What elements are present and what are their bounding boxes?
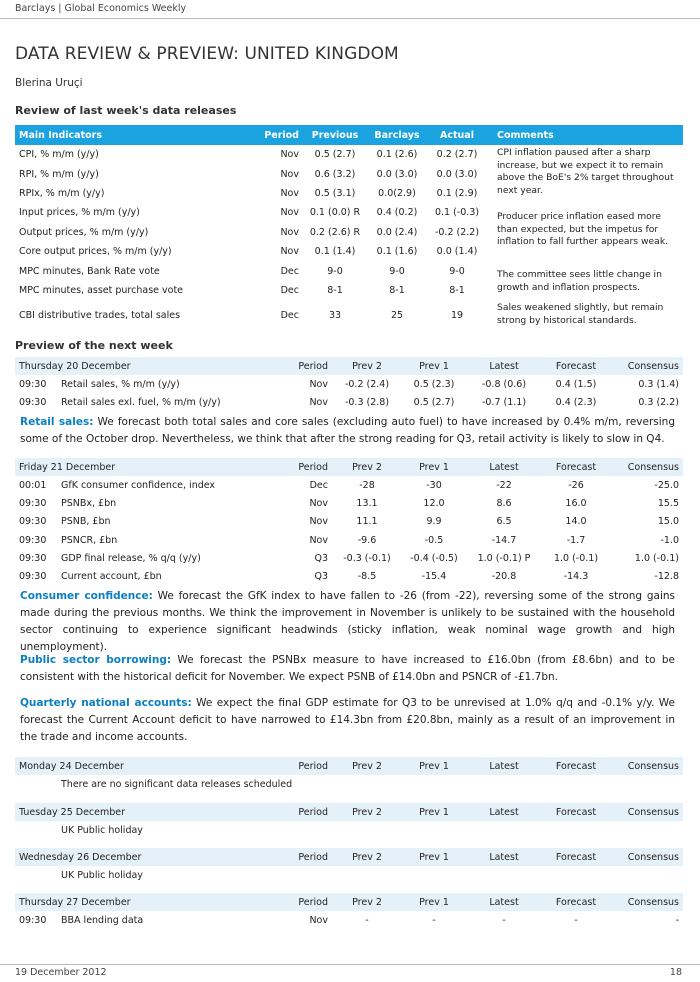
col-forecast: Forecast [542, 757, 610, 775]
period: Nov [309, 396, 328, 408]
indicator-name: CBI distributive trades, total sales [19, 309, 181, 321]
wednesday-26-table [15, 848, 683, 884]
forecast-value: -1.7 [566, 534, 586, 546]
release-time: 09:30 [19, 396, 47, 408]
previous-value: 0.1 (1.4) [314, 246, 356, 258]
previous-value: 0.5 (2.7) [314, 149, 356, 161]
barclays-value: 9-0 [389, 265, 405, 277]
header-comments: Comments [487, 125, 683, 145]
actual-value: 19 [450, 309, 464, 321]
col-forecast: Forecast [542, 357, 610, 375]
col-consensus: Consensus [610, 357, 683, 375]
forecast-value: -14.3 [563, 571, 589, 583]
national-accounts-lead: Quarterly national accounts: [20, 697, 192, 709]
col-prev1: Prev 1 [402, 757, 466, 775]
prev1-value: -0.4 (-0.5) [410, 552, 458, 564]
latest-value: - [502, 914, 506, 926]
col-consensus: Consensus [610, 757, 683, 775]
col-period: Period [287, 848, 332, 866]
prev1-value: -15.4 [421, 571, 447, 583]
barclays-value: 0.0 (2.4) [376, 226, 418, 238]
release-name: GfK consumer confidence, index [61, 479, 216, 491]
release-time: 09:30 [19, 534, 47, 546]
col-forecast: Forecast [542, 458, 610, 476]
comment-cell: Sales weakened slightly, but remain strong by historical standards. [497, 302, 664, 326]
forecast-value: 14.0 [565, 516, 587, 528]
day-title: Monday 24 December [15, 757, 287, 775]
release-row [15, 494, 683, 512]
header-period: Period [253, 125, 303, 145]
release-name: Retail sales exl. fuel, % m/m (y/y) [61, 396, 221, 408]
barclays-value: 0.1 (2.6) [376, 149, 418, 161]
release-row [15, 567, 683, 585]
prev1-value: 0.5 (2.3) [413, 378, 455, 390]
consumer-confidence-lead: Consumer confidence: [20, 590, 153, 602]
national-accounts-paragraph [20, 695, 675, 746]
forecast-value: -26 [568, 479, 584, 491]
public-borrowing-text: We forecast the PSNBx measure to have increased to £16.0bn (from £8.6bn) and to be consistent with the historical deficit for November. We expect PSNB of £14.0bn and PSNCR of -£1.7bn. [20, 654, 675, 683]
day-header-row [15, 803, 683, 821]
previous-value: 33 [328, 309, 342, 321]
prev2-value: - [365, 914, 369, 926]
period: Nov [280, 207, 299, 219]
page-number: 18 [669, 967, 682, 978]
latest-value: 8.6 [496, 497, 512, 509]
day-note: There are no significant data releases scheduled [61, 778, 293, 790]
period: Dec [280, 284, 299, 296]
latest-value: -22 [496, 479, 512, 491]
previous-value: 0.1 (0.0) R [309, 207, 361, 219]
barclays-value: 0.0 (3.0) [376, 168, 418, 180]
header-barclays: Barclays [367, 125, 427, 145]
prev2-value: -9.6 [357, 534, 377, 546]
review-row [15, 261, 683, 280]
footer-date: 19 December 2012 [15, 967, 107, 978]
col-prev2: Prev 2 [332, 357, 402, 375]
period: Nov [280, 187, 299, 199]
consensus-value: 15.5 [657, 497, 679, 509]
monday-24-table [15, 757, 683, 793]
period: Dec [280, 309, 299, 321]
barclays-value: 0.0(2.9) [378, 187, 416, 199]
col-prev2: Prev 2 [332, 458, 402, 476]
latest-value: -0.7 (1.1) [481, 396, 527, 408]
release-time: 09:30 [19, 914, 47, 926]
barclays-value: 0.1 (1.6) [376, 246, 418, 258]
latest-value: -0.8 (0.6) [481, 378, 527, 390]
public-borrowing-lead: Public sector borrowing: [20, 654, 172, 666]
indicator-name: RPI, % m/m (y/y) [19, 168, 99, 180]
retail-sales-paragraph [20, 414, 675, 448]
release-time: 09:30 [19, 378, 47, 390]
col-latest: Latest [466, 893, 542, 911]
period: Nov [280, 246, 299, 258]
col-period: Period [287, 757, 332, 775]
col-prev2: Prev 2 [332, 848, 402, 866]
header-previous: Previous [303, 125, 367, 145]
note-row [15, 866, 683, 884]
prev2-value: -8.5 [357, 571, 377, 583]
col-period: Period [287, 458, 332, 476]
prev1-value: 9.9 [426, 516, 442, 528]
preview-section-title: Preview of the next week [15, 339, 173, 352]
consensus-value: -12.8 [654, 571, 679, 583]
forecast-value: 0.4 (2.3) [555, 396, 597, 408]
note-spacer [15, 866, 57, 884]
day-header-row [15, 357, 683, 375]
consensus-value: 15.0 [657, 516, 679, 528]
col-forecast: Forecast [542, 803, 610, 821]
day-title: Thursday 27 December [15, 893, 287, 911]
actual-value: 0.2 (2.7) [436, 149, 478, 161]
release-row [15, 531, 683, 549]
consensus-value: 0.3 (2.2) [638, 396, 679, 408]
period: Nov [309, 516, 328, 528]
comment-cell: CPI inflation paused after a sharp increase, but we expect it to remain above the BoE's 2% target throughout next year. [497, 147, 674, 196]
col-consensus: Consensus [610, 848, 683, 866]
prev2-value: -28 [359, 479, 375, 491]
col-latest: Latest [466, 757, 542, 775]
col-prev1: Prev 1 [402, 848, 466, 866]
release-time: 09:30 [19, 516, 47, 528]
period: Nov [280, 226, 299, 238]
release-name: PSNCR, £bn [61, 534, 118, 546]
thursday-20-table [15, 357, 683, 412]
prev1-value: -0.5 [424, 534, 444, 546]
actual-value: 0.1 (2.9) [436, 187, 478, 199]
latest-value: 1.0 (-0.1) P [477, 552, 531, 564]
period: Q3 [314, 571, 328, 583]
actual-value: 8-1 [449, 284, 465, 296]
header-actual: Actual [427, 125, 487, 145]
actual-value: 0.0 (1.4) [436, 246, 478, 258]
consensus-value: 0.3 (1.4) [638, 378, 679, 390]
period: Nov [280, 149, 299, 161]
release-time: 09:30 [19, 497, 47, 509]
col-prev1: Prev 1 [402, 803, 466, 821]
col-latest: Latest [466, 458, 542, 476]
note-spacer [15, 821, 57, 839]
release-name: Retail sales, % m/m (y/y) [61, 378, 180, 390]
indicator-name: MPC minutes, asset purchase vote [19, 284, 184, 296]
comment-cell: The committee sees little change in growth and inflation prospects. [497, 269, 662, 293]
day-header-row [15, 893, 683, 911]
col-consensus: Consensus [610, 803, 683, 821]
consensus-value: -25.0 [654, 479, 679, 491]
col-forecast: Forecast [542, 893, 610, 911]
prev1-value: 0.5 (2.7) [413, 396, 455, 408]
indicator-name: CPI, % m/m (y/y) [19, 149, 99, 161]
period: Q3 [314, 552, 328, 564]
actual-value: 0.1 (-0.3) [434, 207, 480, 219]
period: Dec [280, 265, 299, 277]
forecast-value: 0.4 (1.5) [555, 378, 597, 390]
latest-value: -14.7 [491, 534, 517, 546]
col-latest: Latest [466, 803, 542, 821]
consensus-value: -1.0 [660, 534, 679, 546]
previous-value: 0.5 (3.1) [314, 187, 356, 199]
day-title: Tuesday 25 December [15, 803, 287, 821]
col-latest: Latest [466, 357, 542, 375]
day-title: Thursday 20 December [15, 357, 287, 375]
latest-value: 6.5 [496, 516, 512, 528]
barclays-value: 25 [390, 309, 404, 321]
day-title: Wednesday 26 December [15, 848, 287, 866]
day-header-row [15, 757, 683, 775]
review-header-row [15, 125, 683, 145]
col-prev1: Prev 1 [402, 357, 466, 375]
prev2-value: 11.1 [356, 516, 378, 528]
note-row [15, 821, 683, 839]
review-row [15, 300, 683, 330]
period: Nov [280, 168, 299, 180]
prev2-value: -0.3 (2.8) [344, 396, 390, 408]
latest-value: -20.8 [491, 571, 517, 583]
prev1-value: 12.0 [423, 497, 445, 509]
consumer-confidence-text: We forecast the GfK index to have fallen to -26 (from -22), reversing some of the strong gains made during the previous months. We think the improvement in November is unlikely to be sustained with the household sector continuing to experience significant headwinds (sticky inflation, weak nominal wage growth and high unemployment). [20, 590, 675, 653]
retail-sales-text: We forecast both total sales and core sales (excluding auto fuel) to have increased by 0.4% m/m, reversing some of the October drop. Nevertheless, we think that after the strong reading for Q3, retail activity is likely to slow in Q4. [20, 416, 675, 445]
col-prev2: Prev 2 [332, 757, 402, 775]
prev1-value: -30 [426, 479, 442, 491]
period: Nov [309, 534, 328, 546]
period: Nov [309, 497, 328, 509]
note-spacer [15, 775, 57, 793]
col-prev2: Prev 2 [332, 893, 402, 911]
release-name: BBA lending data [61, 914, 144, 926]
previous-value: 0.2 (2.6) R [309, 226, 361, 238]
indicator-name: RPIx, % m/m (y/y) [19, 187, 105, 199]
col-prev1: Prev 1 [402, 893, 466, 911]
forecast-value: 1.0 (-0.1) [553, 552, 599, 564]
comment-cell: Producer price inflation eased more than expected, but the impetus for inflation to fall further appears weak. [497, 211, 669, 248]
public-borrowing-paragraph [20, 652, 675, 686]
indicator-name: Output prices, % m/m (y/y) [19, 226, 149, 238]
release-row [15, 513, 683, 531]
release-name: GDP final release, % q/q (y/y) [61, 552, 201, 564]
indicator-name: MPC minutes, Bank Rate vote [19, 265, 160, 277]
consensus-value: 1.0 (-0.1) [634, 552, 679, 564]
review-table [15, 125, 683, 330]
prev2-value: -0.3 (-0.1) [343, 552, 391, 564]
period: Nov [309, 914, 328, 926]
barclays-value: 8-1 [389, 284, 405, 296]
author: Blerina Uruçi [15, 77, 83, 89]
release-row [15, 911, 683, 929]
retail-sales-lead: Retail sales: [20, 416, 94, 428]
col-latest: Latest [466, 848, 542, 866]
previous-value: 9-0 [327, 265, 343, 277]
period: Nov [309, 378, 328, 390]
release-name: PSNB, £bn [61, 516, 111, 528]
report-brand: Barclays | Global Economics Weekly [15, 3, 187, 14]
prev1-value: - [432, 914, 436, 926]
review-row [15, 203, 683, 222]
release-row [15, 549, 683, 567]
note-row [15, 775, 683, 793]
consumer-confidence-paragraph [20, 588, 675, 656]
national-accounts-text: We expect the final GDP estimate for Q3 to be unrevised at 1.0% q/q and -0.1% y/y. We forecast the Current Account deficit to have narrowed to £14.3bn from £20.8bn, mainly as a result of an improvement in the trade and income accounts. [20, 697, 675, 743]
col-consensus: Consensus [610, 893, 683, 911]
thursday-27-table [15, 893, 683, 929]
footer-divider [0, 964, 700, 965]
day-title: Friday 21 December [15, 458, 287, 476]
col-period: Period [287, 357, 332, 375]
day-note: UK Public holiday [61, 824, 143, 836]
release-time: 00:01 [19, 479, 47, 491]
period: Dec [309, 479, 328, 491]
actual-value: -0.2 (2.2) [434, 226, 480, 238]
actual-value: 9-0 [449, 265, 465, 277]
forecast-value: 16.0 [565, 497, 587, 509]
page-title: DATA REVIEW & PREVIEW: UNITED KINGDOM [15, 44, 399, 64]
forecast-value: - [574, 914, 578, 926]
indicator-name: Core output prices, % m/m (y/y) [19, 246, 172, 258]
day-note: UK Public holiday [61, 869, 143, 881]
day-header-row [15, 458, 683, 476]
col-prev2: Prev 2 [332, 803, 402, 821]
release-time: 09:30 [19, 571, 47, 583]
indicator-name: Input prices, % m/m (y/y) [19, 207, 140, 219]
review-section-title: Review of last week's data releases [15, 104, 237, 117]
col-forecast: Forecast [542, 848, 610, 866]
prev2-value: 13.1 [356, 497, 378, 509]
actual-value: 0.0 (3.0) [436, 168, 478, 180]
consensus-value: - [675, 914, 679, 926]
col-consensus: Consensus [610, 458, 683, 476]
previous-value: 0.6 (3.2) [314, 168, 356, 180]
release-row [15, 393, 683, 411]
tuesday-25-table [15, 803, 683, 839]
prev2-value: -0.2 (2.4) [344, 378, 390, 390]
header-divider [0, 18, 700, 19]
header-main-indicators: Main Indicators [15, 125, 253, 145]
col-period: Period [287, 803, 332, 821]
day-header-row [15, 848, 683, 866]
review-row [15, 145, 683, 164]
barclays-value: 0.4 (0.2) [376, 207, 418, 219]
release-name: Current account, £bn [61, 571, 162, 583]
release-time: 09:30 [19, 552, 47, 564]
previous-value: 8-1 [327, 284, 343, 296]
release-row [15, 375, 683, 393]
col-prev1: Prev 1 [402, 458, 466, 476]
release-row [15, 476, 683, 494]
col-period: Period [287, 893, 332, 911]
release-name: PSNBx, £bn [61, 497, 117, 509]
friday-21-table [15, 458, 683, 586]
